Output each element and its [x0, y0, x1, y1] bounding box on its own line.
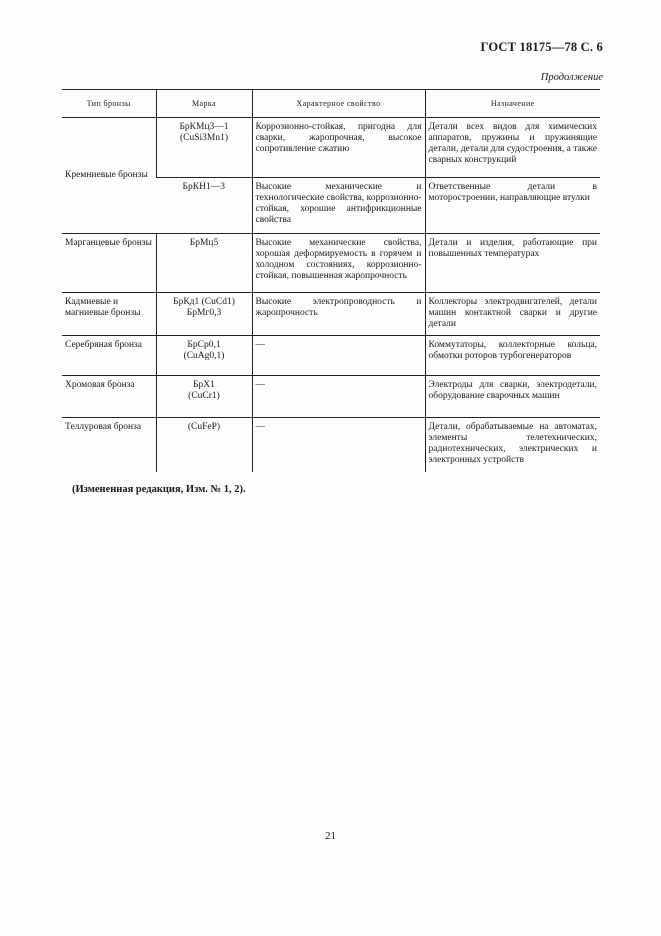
- mark-line: (CuAg0,1): [183, 351, 225, 361]
- table-row: [62, 118, 600, 178]
- bronze-purpose: Ответственные детали в моторостроении, направляющие втулки: [425, 178, 600, 234]
- bronze-purpose: Коллекторы электродвигателей, детали машин контактной сварки и другие детали: [425, 293, 600, 336]
- mark-line: БрМг0,3: [186, 308, 222, 318]
- bronze-property: [252, 418, 425, 472]
- bronze-type: Кремниевые бронзы: [62, 118, 156, 234]
- bronze-property: Высокие механические свойства, хорошая деформируемость в горячем и холодном состояниях, коррозионно-стойкая, повышенная жаропрочность: [252, 234, 425, 293]
- page-number: 21: [325, 830, 336, 842]
- mark-line: БрМц5: [189, 238, 219, 248]
- col-header-purpose: Назначение: [425, 90, 600, 118]
- mark-line: БрСр0,1: [187, 340, 221, 350]
- col-header-mark: Марка: [156, 90, 252, 118]
- bronze-purpose: Детали всех видов для химических аппаратов, пружины и пружинящие детали, детали для судостроения, а также сварных конструкций: [425, 118, 600, 178]
- empty-dash: —: [255, 422, 265, 432]
- table-row: [62, 293, 600, 336]
- bronze-purpose: Электроды для сварки, электродетали, оборудование сварочных машин: [425, 376, 600, 418]
- table-row: [62, 336, 600, 376]
- document-header: ГОСТ 18175—78 С. 6: [480, 40, 603, 54]
- table-row: [62, 418, 600, 472]
- mark-line: БрКН1—3: [182, 182, 225, 192]
- bronze-type: Серебряная бронза: [62, 336, 156, 376]
- bronze-type: Хромовая бронза: [62, 376, 156, 418]
- continuation-label: Продолжение: [540, 72, 603, 83]
- revision-note: (Измененная редакция, Изм. № 1, 2).: [72, 484, 246, 495]
- mark-line: БрКМц3—1: [179, 122, 229, 132]
- mark-line: БрХ1: [193, 380, 215, 390]
- bronze-purpose: Детали, обрабатываемые на автоматах, элементы телетехнических, радиотехнических, электрических и электронных устройств: [425, 418, 600, 472]
- bronze-mark: [156, 178, 252, 234]
- bronze-mark: [156, 418, 252, 472]
- empty-dash: —: [255, 340, 265, 350]
- bronze-table: [62, 89, 600, 472]
- mark-line: (CuCr1): [188, 391, 220, 401]
- empty-dash: —: [255, 380, 265, 390]
- table-row: [62, 376, 600, 418]
- bronze-type: Теллуровая бронза: [65, 422, 142, 432]
- bronze-mark: [156, 293, 252, 336]
- bronze-property: Высокие электропроводность и жаропрочность: [252, 293, 425, 336]
- mark-line: БрКд1 (CuCd1): [173, 297, 235, 307]
- bronze-type: Марганцевые бронзы: [62, 234, 156, 293]
- bronze-property: [252, 376, 425, 418]
- mark-line: (CuSi3Mn1): [179, 133, 229, 143]
- bronze-type: Кадмиевые и магниевые бронзы: [62, 293, 156, 336]
- mark-line: (CuFeP): [187, 422, 221, 432]
- bronze-property: Высокие механические и технологические свойства, коррозионно-стойкая, хорошие антифрикционные свойства: [252, 178, 425, 234]
- bronze-purpose: Коммутаторы, коллекторные кольца, обмотки роторов турбогенераторов: [425, 336, 600, 376]
- bronze-property: [252, 336, 425, 376]
- table-header-row: [62, 90, 600, 118]
- col-header-type: Тип бронзы: [62, 90, 156, 118]
- bronze-property: Коррозионно-стойкая, пригодна для сварки, жаропрочная, высокое сопротивление сжатию: [252, 118, 425, 178]
- bronze-mark: [156, 118, 252, 178]
- table-row: [62, 234, 600, 293]
- bronze-mark: [156, 376, 252, 418]
- bronze-mark: [156, 234, 252, 293]
- col-header-property: Характерное свойство: [252, 90, 425, 118]
- bronze-mark: [156, 336, 252, 376]
- bronze-purpose: Детали и изделия, работающие при повышенных температурах: [425, 234, 600, 293]
